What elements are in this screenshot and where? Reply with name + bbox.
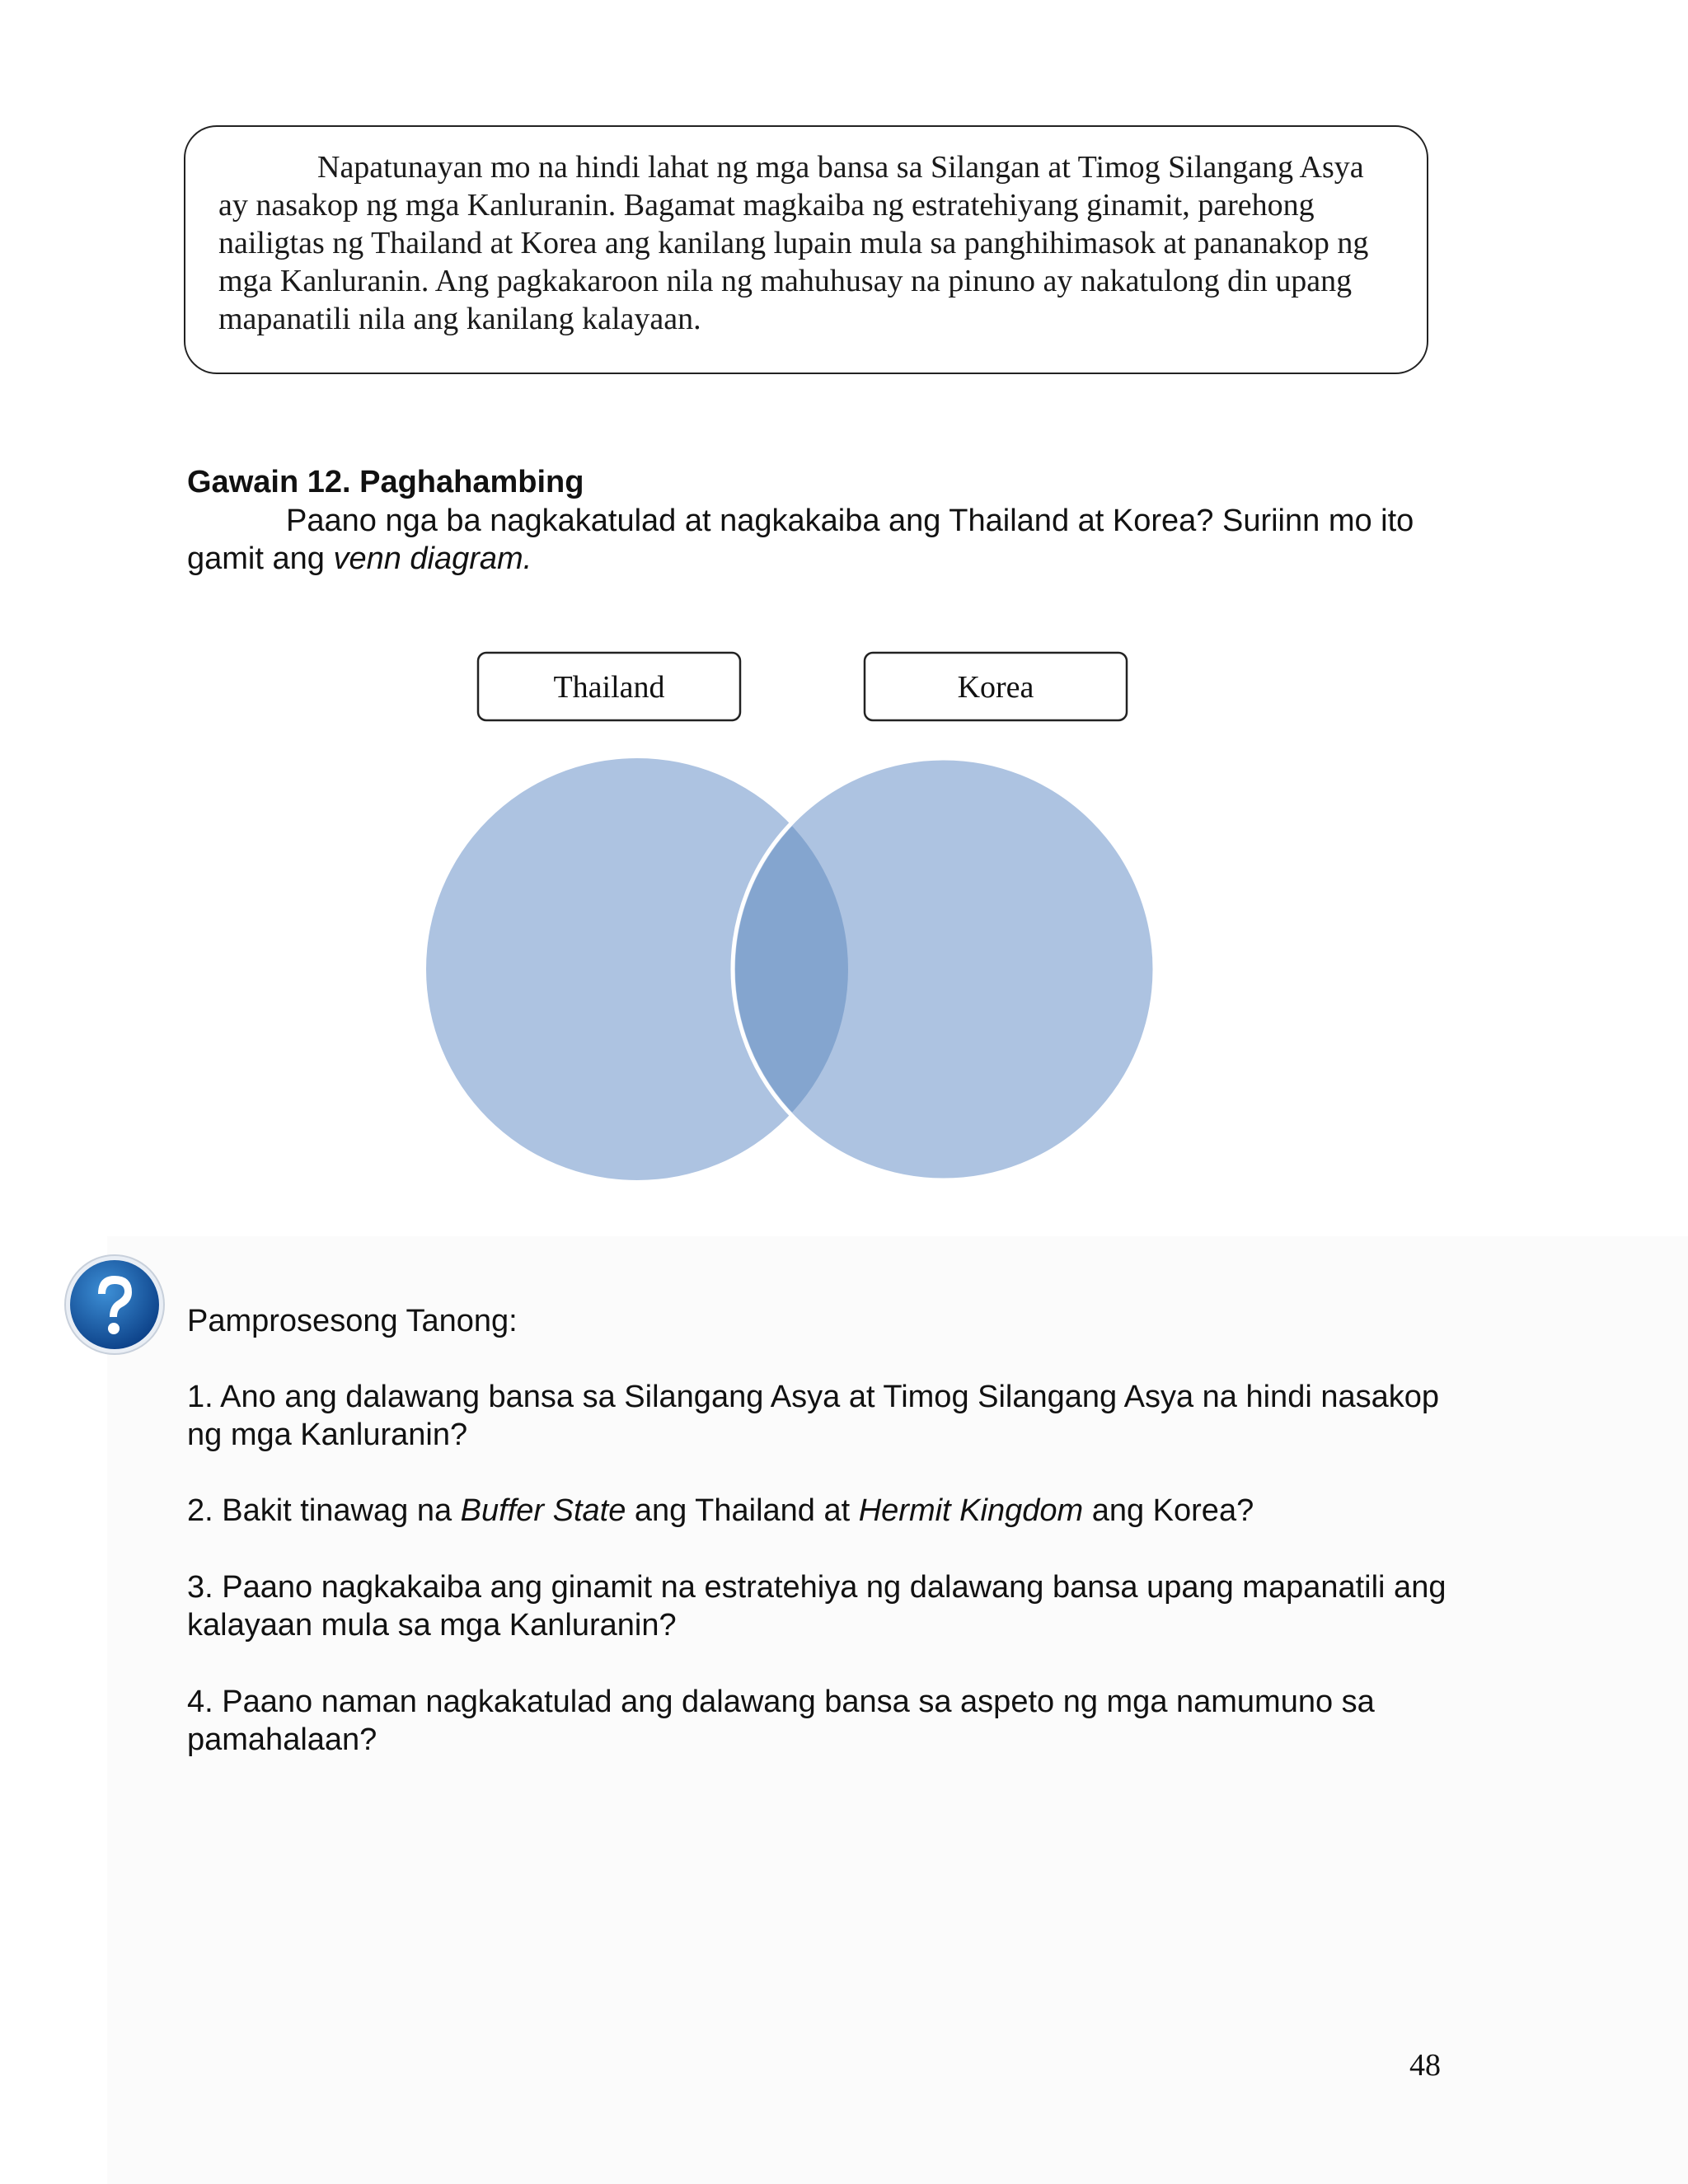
question-2-text: ang Thailand at [626, 1493, 859, 1528]
question-2 [187, 1492, 1473, 1530]
question-3: 3. Paano nagkakaiba ang ginamit na estratehiya ng dalawang bansa upang mapanatili ang kalayaan mula sa mga Kanluranin? [187, 1570, 1447, 1643]
questions-heading: Pamprosesong Tanong: [187, 1304, 518, 1338]
thailand-label: Thailand [553, 670, 665, 705]
instruction-text: Paano nga ba nagkakatulad at nagkakaiba ang Thailand at Korea? Suriinn mo ito gamit ang [187, 504, 1414, 576]
korea-label: Korea [957, 670, 1034, 705]
venn-diagram [412, 643, 1236, 1187]
question-2-text: ang Korea? [1083, 1493, 1254, 1528]
question-1: 1. Ano ang dalawang bansa sa Silangang Asya at Timog Silangang Asya na hindi nasakop ng mga Kanluranin? [187, 1380, 1439, 1452]
question-4: 4. Paano naman nagkakatulad ang dalawang bansa sa aspeto ng mga namumuno sa pamahalaan? [187, 1685, 1375, 1757]
question-2-term-hermit-kingdom: Hermit Kingdom [858, 1493, 1084, 1528]
question-mark-icon [63, 1253, 166, 1357]
page-number: 48 [1409, 2048, 1441, 2083]
instruction-italic-term: venn diagram. [333, 541, 532, 576]
summary-text: Napatunayan mo na hindi lahat ng mga bansa sa Silangan at Timog Silangang Asya ay nasakop ng mga Kanluranin. Bagamat magkaiba ng estratehiyang ginamit, parehong nailigtas ng Thailand at Korea ang kanilang lupain mula sa panghihimasok at pananakop ng mga Kanluranin. Ang pagkakaroon nila ng mahuhusay na pinuno ay nakatulong din upang mapanatili nila ang kanilang kalayaan. [218, 150, 1369, 336]
question-2-text: 2. Bakit tinawag na [187, 1493, 461, 1528]
question-2-term-buffer-state: Buffer State [460, 1493, 626, 1528]
activity-title: Gawain 12. Paghahambing [187, 465, 584, 499]
summary-box [184, 125, 1428, 374]
activity-instruction [187, 502, 1473, 578]
